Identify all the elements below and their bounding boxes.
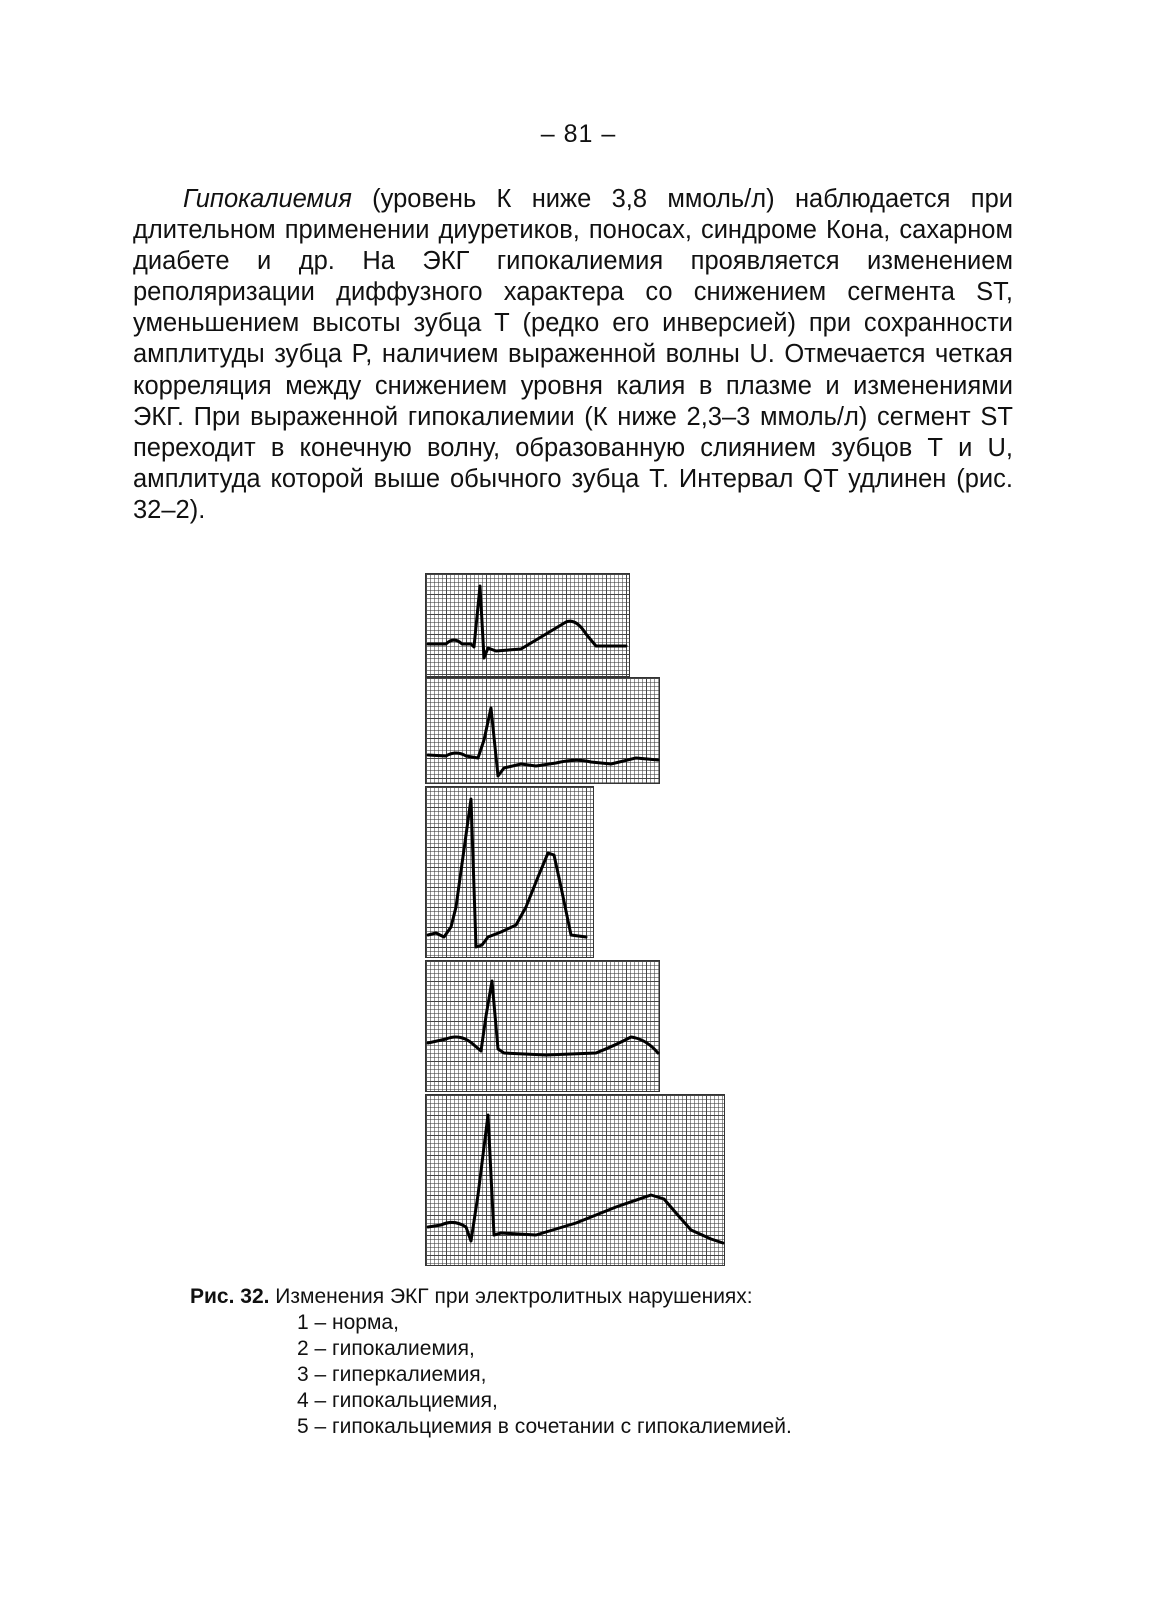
- ekg-trace-hypokalemia: [426, 678, 659, 783]
- paragraph-text: (уровень К ниже 3,8 ммоль/л) наблюдается при длительном применении диуретиков, поносах, синдроме Кона, сахарном диабете и др. На ЭКГ гипокалиемия проявляется изменением реполяризации диффузного характера со снижением сегмента ST, уменьшением высоты зубца Т (редко его инверсией) при сохранности амплитуды зубца P, наличием выраженной волны U. Отмечается четкая корреляция между снижением уровня калия в плазме и изменениями ЭКГ. При выраженной гипокалиемии (К ниже 2,3–3 ммоль/л) сегмент ST переходит в конечную волну, образованную слиянием зубцов Т и U, амплитуда которой выше обычного зубца Т. Интервал QT удлинен (рис. 32–2).: [133, 185, 1013, 524]
- legend-item: 1 – норма,: [297, 1311, 399, 1334]
- legend-item: 4 – гипокальциемия,: [297, 1389, 498, 1412]
- ekg-strip-hypokalemia: [425, 677, 660, 784]
- figure-caption: [190, 1284, 1090, 1440]
- caption-label: Рис. 32.: [190, 1285, 270, 1308]
- ekg-strip-hypocalcemia-hypokalemia: [425, 1094, 725, 1266]
- term-hypokalemia: Гипокалиемия: [183, 185, 352, 213]
- caption-legend: [190, 1310, 1090, 1440]
- ekg-trace-norm: [426, 574, 629, 676]
- ekg-trace-hypocalcemia-hypokalemia: [426, 1095, 724, 1265]
- ekg-strip-norm: [425, 573, 630, 677]
- legend-item: 2 – гипокалиемия,: [297, 1337, 475, 1360]
- caption-text: Изменения ЭКГ при электролитных нарушениях:: [269, 1285, 753, 1308]
- ekg-trace-hypocalcemia: [426, 961, 659, 1091]
- ekg-strip-hypocalcemia: [425, 960, 660, 1092]
- ekg-trace-hyperkalemia: [426, 787, 593, 957]
- legend-item: 5 – гипокальциемия в сочетании с гипокалиемией.: [297, 1415, 792, 1438]
- legend-item: 3 – гиперкалиемия,: [297, 1363, 487, 1386]
- page-number: – 81 –: [540, 120, 617, 148]
- ekg-strip-hyperkalemia: [425, 786, 594, 958]
- body-paragraph: [133, 184, 1013, 526]
